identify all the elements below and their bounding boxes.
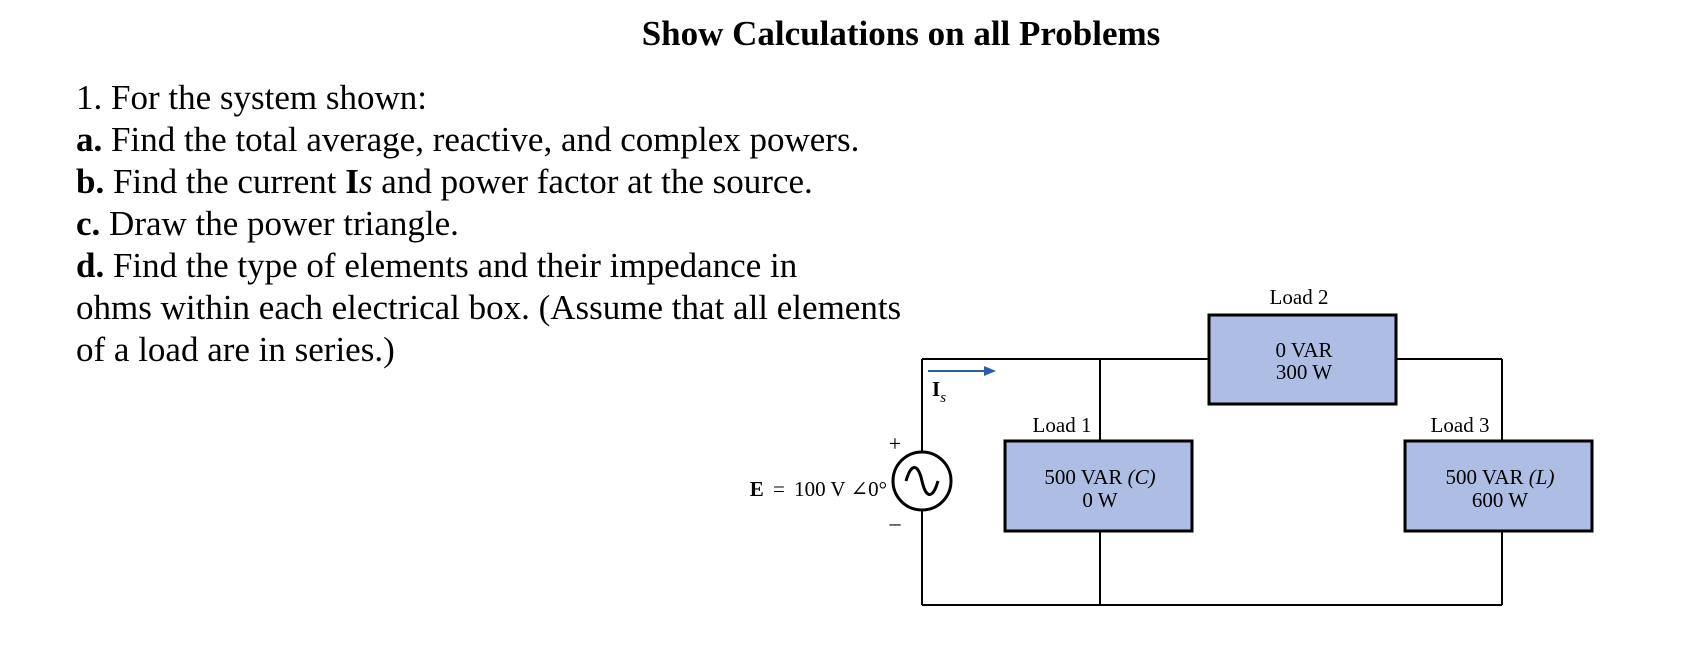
part-b-text-after: and power factor at the source.: [381, 162, 813, 201]
part-a-text: Find the total average, reactive, and complex powers.: [111, 120, 860, 159]
load-1-label: Load 1: [1032, 413, 1092, 437]
load-3-var-type: (L): [1528, 465, 1555, 489]
source-angle: 0°: [868, 477, 887, 501]
current-arrow-icon: [984, 366, 996, 376]
load-1-var: [1044, 465, 1155, 489]
source-minus: –: [889, 510, 901, 535]
load-3-watt: 600 W: [1471, 488, 1529, 512]
load-2: [1209, 285, 1396, 404]
load-3-label: Load 3: [1430, 413, 1490, 437]
source-E: E: [749, 477, 764, 501]
load-2-var: 0 VAR: [1275, 338, 1333, 362]
load-1-watt: 0 W: [1082, 488, 1118, 512]
part-b-text-before: Find the current: [112, 162, 337, 201]
part-c-text: Draw the power triangle.: [109, 204, 459, 243]
problem-intro-text: For the system shown:: [111, 78, 427, 117]
source-angle-symbol: ∠: [850, 477, 869, 501]
source-voltage: 100 V: [794, 477, 846, 501]
current-symbol: I: [932, 377, 941, 401]
load-1-var-type: (C): [1127, 465, 1156, 489]
load-2-label: Load 2: [1269, 285, 1329, 309]
part-b-letter: b.: [76, 162, 105, 201]
load-3-var: [1446, 465, 1555, 489]
load-1: [1005, 413, 1192, 531]
part-d-letter: d.: [76, 246, 105, 285]
load-3-var-value: 500 VAR: [1445, 465, 1524, 489]
part-c-letter: c.: [76, 204, 101, 243]
load-3: [1405, 413, 1592, 531]
page-title: Show Calculations on all Problems: [641, 14, 1161, 53]
source-plus: +: [888, 431, 902, 456]
load-2-watt: 300 W: [1275, 360, 1333, 384]
ac-source: [750, 431, 951, 535]
source-equals: =: [772, 477, 785, 501]
current-indicator: [928, 366, 996, 406]
part-d-line2: ohms within each electrical box. (Assume that all elements: [76, 288, 902, 327]
part-a-letter: a.: [76, 120, 103, 159]
part-b-current-subscript: s: [358, 162, 373, 201]
part-d-text-line1: Find the type of elements and their impedance in: [112, 246, 798, 285]
part-d-line3: of a load are in series.): [76, 330, 395, 369]
load-1-var-value: 500 VAR: [1044, 465, 1123, 489]
current-label: [932, 377, 946, 406]
problem-number: 1.: [76, 78, 103, 117]
current-subscript: s: [940, 390, 947, 406]
source-label: [750, 477, 887, 501]
part-b-current-symbol: I: [345, 162, 359, 201]
